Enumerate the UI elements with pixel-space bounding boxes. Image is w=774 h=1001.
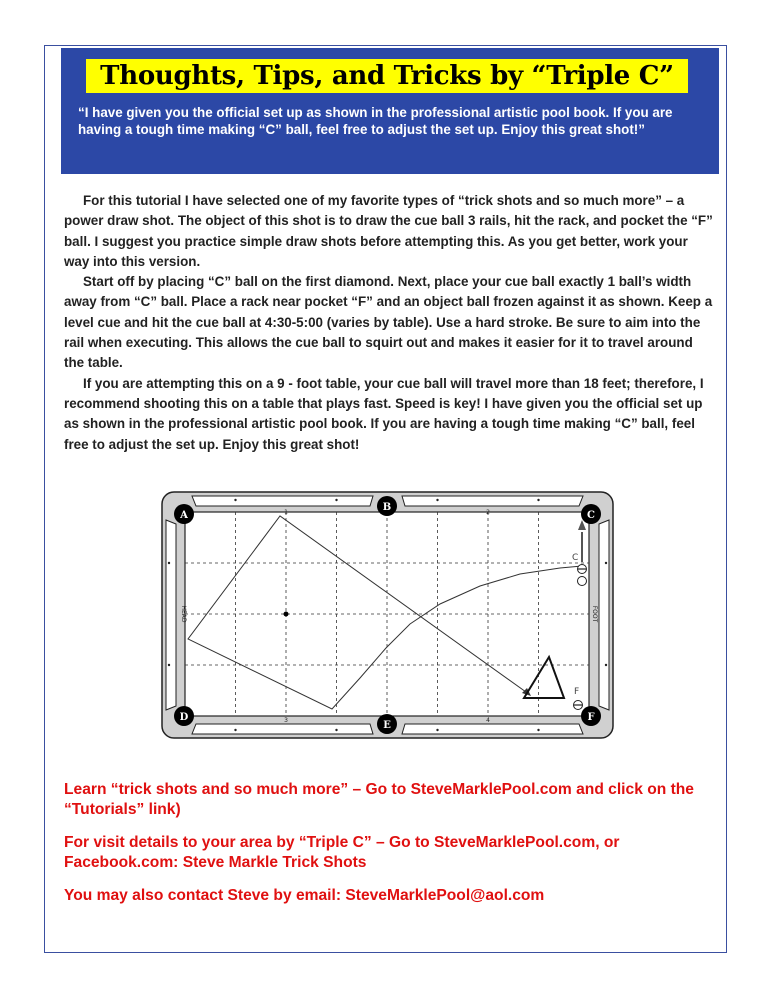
facebook-link[interactable]: For visit details to your area by “Triple C” – Go to SteveMarklePool.com, or Facebook.com: Steve Markle Trick Shots: [64, 834, 620, 871]
diamond-number-1: 1: [284, 509, 288, 516]
page-title: Thoughts, Tips, and Tricks by “Triple C”: [86, 59, 688, 93]
tutorials-link[interactable]: Learn “trick shots and so much more” – Go to SteveMarklePool.com and click on the “Tutorials” link): [64, 781, 694, 818]
diamond-number-4: 4: [486, 717, 490, 724]
f-ball-label: F: [574, 687, 580, 697]
pocket-a-label: A: [180, 510, 188, 521]
contact-links: [64, 780, 714, 919]
paragraph: Start off by placing “C” ball on the first diamond. Next, place your cue ball exactly 1 ball’s width away from “C” ball. Place a rack near pocket “F” and an object ball frozen against it as shown. Keep a level cue and hit the cue ball at 4:30-5:00 (varies by table). Use a hard stroke. Be sure to aim into the rail when executing. This allows the cue ball to squirt out and makes it easier for it to travel around the table.: [64, 274, 713, 371]
diamond-number-2: 2: [486, 509, 490, 516]
head-rail-label: HEAD: [180, 605, 187, 623]
pocket-f-label: F: [587, 712, 595, 723]
diamond-number-3: 3: [284, 717, 288, 724]
pocket-e-label: E: [383, 720, 391, 731]
pocket-c-label: C: [587, 510, 595, 521]
tutorial-text: [64, 191, 714, 455]
paragraph: If you are attempting this on a 9 - foot table, your cue ball will travel more than 18 feet; therefore, I recommend shooting this on a table that plays fast. Speed is key! I have given you the official set up as shown in the professional artistic pool book. If you are having a tough time making “C” ball, feel free to adjust the set up. Enjoy this great shot!: [64, 375, 704, 452]
email-contact[interactable]: You may also contact Steve by email: SteveMarklePool@aol.com: [64, 887, 545, 904]
pool-table-diagram: [160, 490, 615, 740]
foot-rail-label: FOOT: [591, 605, 598, 623]
paragraph: For this tutorial I have selected one of my favorite types of “trick shots and so much more” – a power draw shot. The object of this shot is to draw the cue ball 3 rails, hit the rack, and pocket the “F” ball. I suggest you practice simple draw shots before attempting this. As you get better, work your way into this version.: [64, 193, 713, 269]
cue-ball: [578, 577, 587, 586]
pocket-b-label: B: [382, 502, 392, 513]
pocket-d-label: D: [179, 712, 189, 723]
header-quote: “I have given you the official set up as shown in the professional artistic pool book. If you are having a tough time making “C” ball, feel free to adjust the set up. Enjoy this great shot!”: [78, 105, 673, 137]
c-ball-label: C: [572, 553, 579, 563]
head-spot: [284, 612, 289, 617]
